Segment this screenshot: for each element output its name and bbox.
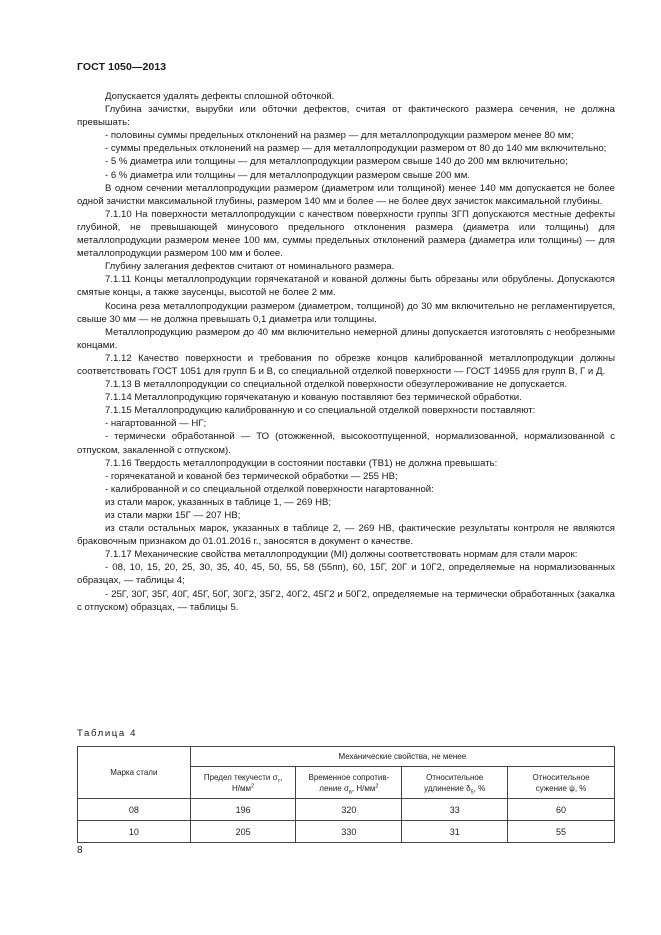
header-elongation: Относительное удлинение $\delta_5$, % xyxy=(402,767,508,799)
cell-grade: 08 xyxy=(78,799,191,821)
paragraph: из стали остальных марок, указанных в таблице 2, — 269 HB, фактические результаты контроля не являются браковочным признаком до 01.01.2016 г., заносятся в документ о качестве. xyxy=(77,523,615,548)
paragraph: - термически обработанной — ТО (отожженной, высокоотпущенной, нормализованной, нормализованной с отпуском, закаленной с отпуском). xyxy=(77,431,615,456)
document-body xyxy=(77,90,615,614)
header-yield-strength: Предел текучести $\sigma_т$, $Н/мм^2$ xyxy=(190,767,296,799)
mechanical-properties-table xyxy=(77,746,615,843)
paragraph: Глубину залегания дефектов считают от номинального размера. xyxy=(105,261,395,273)
paragraph: из стали марки 15Г — 207 HB; xyxy=(105,510,241,521)
paragraph: - 5 % диаметра или толщины — для металлопродукции размером свыше 140 до 200 мм включительно; xyxy=(105,156,568,168)
header-mechanical-properties: Механические свойства, не менее xyxy=(190,747,614,767)
paragraph: 7.1.15 Металлопродукцию калиброванную и со специальной отделкой поверхности поставляют: xyxy=(105,405,536,417)
cell-elongation: 33 xyxy=(402,799,508,821)
paragraph: 7.1.13 В металлопродукции со специальной отделкой поверхности обезуглероживание не допускается. xyxy=(105,379,567,391)
paragraph: - суммы предельных отклонений на размер — для металлопродукции размером от 80 до 140 мм включительно; xyxy=(105,143,607,155)
paragraph: 7.1.17 Механические свойства металлопродукции (MI) должны соответствовать нормам для стали марок: xyxy=(105,549,578,561)
paragraph: Металлопродукцию размером до 40 мм включительно немерной длины допускается изготовлять с необрезными концами. xyxy=(77,326,615,351)
header-reduction-of-area: Относительное сужение ψ, % xyxy=(508,767,615,799)
paragraph: Глубина зачистки, вырубки или обточки дефектов, считая от фактического размера сечения, не должна превышать: xyxy=(77,104,615,129)
paragraph: - 6 % диаметра или толщины — для металлопродукции размером свыше 200 мм. xyxy=(105,169,470,181)
header-tensile-strength: Временное сопротив- ление $\sigma_в$, $Н/мм^2$ xyxy=(296,767,402,799)
paragraph: из стали марок, указанных в таблице 1, — 269 HB; xyxy=(105,496,332,508)
paragraph: 7.1.12 Качество поверхности и требования по обрезке концов калиброванной металлопродукции должны соответствовать ГОСТ 1051 для групп Б и В, со специальной отделкой поверхности — ГОСТ 14955 для групп В, Г и Д. xyxy=(77,352,615,377)
cell-yield: 196 xyxy=(190,799,296,821)
paragraph: В одном сечении металлопродукции размером (диаметром или толщиной) менее 140 мм допускается не более одной зачистки максимальной глубины, размером 140 мм и более — не более двух зачисток максимальной глубины. xyxy=(77,182,615,207)
cell-tensile: 330 xyxy=(296,821,402,843)
cell-tensile: 320 xyxy=(296,799,402,821)
table-row xyxy=(78,821,615,843)
paragraph: 7.1.16 Твердость металлопродукции в состоянии поставки (ТВ1) не должна превышать: xyxy=(105,457,498,469)
paragraph: - нагартованной — НГ; xyxy=(105,418,207,430)
cell-grade: 10 xyxy=(78,821,191,843)
table-header-row xyxy=(78,747,615,767)
paragraph: - 25Г, 30Г, 35Г, 40Г, 45Г, 50Г, 30Г2, 35Г2, 40Г2, 45Г2 и 50Г2, определяемые на термически обработанных (закалка с отпуском) образцах, — таблицы 5. xyxy=(77,588,615,613)
paragraph: 7.1.10 На поверхности металлопродукции с качеством поверхности группы 3ГП допускаются местные дефекты глубиной, не превышающей минусового предельного отклонения размера (диаметра или толщины) для металлопродукции размером менее 100 мм, суммы предельных отклонений размера (диаметра или толщины) — для металлопродукции размером 100 мм и более. xyxy=(77,208,615,260)
header-steel-grade: Марка стали xyxy=(78,747,191,799)
paragraph: Допускается удалять дефекты сплошной обточкой. xyxy=(105,91,335,102)
paragraph: - 08, 10, 15, 20, 25, 30, 35, 40, 45, 50, 55, 58 (55пп), 60, 15Г, 20Г и 10Г2, определяемые на нормализованных образцах, — таблицы 4; xyxy=(77,562,615,587)
paragraph: 7.1.14 Металлопродукцию горячекатаную и кованую поставляют без термической обработки. xyxy=(105,392,522,404)
cell-reduction: 55 xyxy=(508,821,615,843)
cell-reduction: 60 xyxy=(508,799,615,821)
cell-yield: 205 xyxy=(190,821,296,843)
paragraph: 7.1.11 Концы металлопродукции горячекатаной и кованой должны быть обрезаны или обрублены. Допускаются смятые концы, а также заусенцы, высотой не более 2 мм. xyxy=(77,274,615,299)
table-row xyxy=(78,799,615,821)
paragraph: - горячекатаной и кованой без термической обработки — 255 HB; xyxy=(105,470,398,482)
document-header: ГОСТ 1050—2013 xyxy=(77,61,167,73)
cell-elongation: 31 xyxy=(402,821,508,843)
paragraph: Косина реза металлопродукции размером (диаметром, толщиной) до 30 мм включительно не регламентируется, свыше 30 мм — не должна превышать 0,1 диаметра или толщины. xyxy=(77,300,615,325)
page-number: 8 xyxy=(77,845,83,856)
table-caption: Таблица 4 xyxy=(77,728,138,739)
paragraph: - половины суммы предельных отклонений на размер — для металлопродукции размером менее 80 мм; xyxy=(105,130,574,142)
paragraph: - калиброванной и со специальной отделкой поверхности нагартованной: xyxy=(105,483,434,495)
